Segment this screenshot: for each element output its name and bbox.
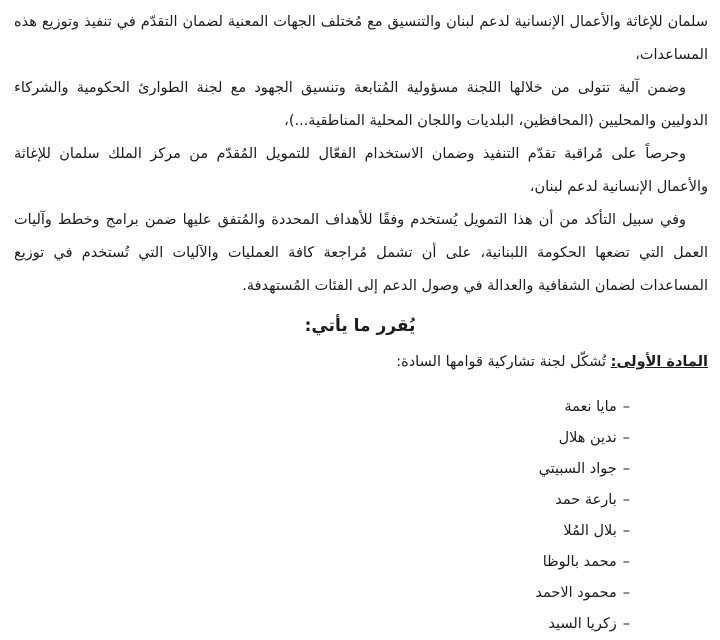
members-list — [535, 392, 630, 640]
member-name: محمد بالوظا — [542, 554, 617, 570]
preamble-paragraph-4: وفي سبيل التأكد من أن هذا التمويل يُستخدم وفقًا للأهداف المحددة والمُتفق عليها ضمن برامج وخطط وآليات العمل التي تضعها الحكومة اللبنانية، على أن تشمل مُراجعة كافة العمليات والآليات التي تُستخدم في توزيع المساعدات لضمان الشفافية والعدالة في وصول الدعم إلى الفئات المُستهدفة. — [14, 212, 708, 294]
article-one-label: المادة الأولى: — [610, 354, 708, 370]
member-name: بارعة حمد — [555, 492, 617, 508]
list-item — [535, 485, 630, 516]
dash-bullet: – — [622, 585, 630, 601]
list-item — [535, 609, 630, 640]
preamble-paragraph-1: سلمان للإغاثة والأعمال الإنسانية لدعم لبنان والتنسيق مع مُختلف الجهات المعنية لضمان التقدّم في تنفيذ وتوزيع هذه المساعدات، — [14, 14, 708, 63]
list-item — [535, 578, 630, 609]
list-item — [535, 454, 630, 485]
dash-bullet: – — [622, 616, 630, 632]
list-item — [535, 423, 630, 454]
preamble — [14, 6, 708, 303]
member-name: محمود الاحمد — [535, 585, 617, 601]
member-name: ندين هلال — [558, 430, 617, 446]
dash-bullet: – — [622, 554, 630, 570]
dash-bullet: – — [622, 523, 630, 539]
list-item — [535, 516, 630, 547]
article-one — [396, 354, 708, 370]
dash-bullet: – — [622, 492, 630, 508]
member-name: بلال المُلا — [563, 523, 617, 539]
list-item — [535, 392, 630, 423]
member-name: زكريا السيد — [548, 616, 617, 632]
article-one-text: تُشكّل لجنة تشاركية قوامها السادة: — [396, 354, 607, 370]
list-item — [535, 547, 630, 578]
dash-bullet: – — [622, 399, 630, 415]
member-name: جواد السبيتي — [538, 461, 617, 477]
preamble-paragraph-3: وحرصاً على مُراقبة تقدّم التنفيذ وضمان الاستخدام الفعّال للتمويل المُقدّم من مركز الملك سلمان للإغاثة والأعمال الإنسانية لدعم لبنان، — [14, 146, 708, 195]
preamble-paragraph-2: وضمن آلية تتولى من خلالها اللجنة مسؤولية المُتابعة وتنسيق الجهود مع لجنة الطوارئ الحكومية والشركاء الدوليين والمحليين (المحافظين، البلديات واللجان المحلية المناطقية...)، — [14, 80, 708, 129]
dash-bullet: – — [622, 430, 630, 446]
decision-heading: يُقرر ما يأتي: — [304, 316, 416, 336]
dash-bullet: – — [622, 461, 630, 477]
member-name: مايا نعمة — [564, 399, 617, 415]
